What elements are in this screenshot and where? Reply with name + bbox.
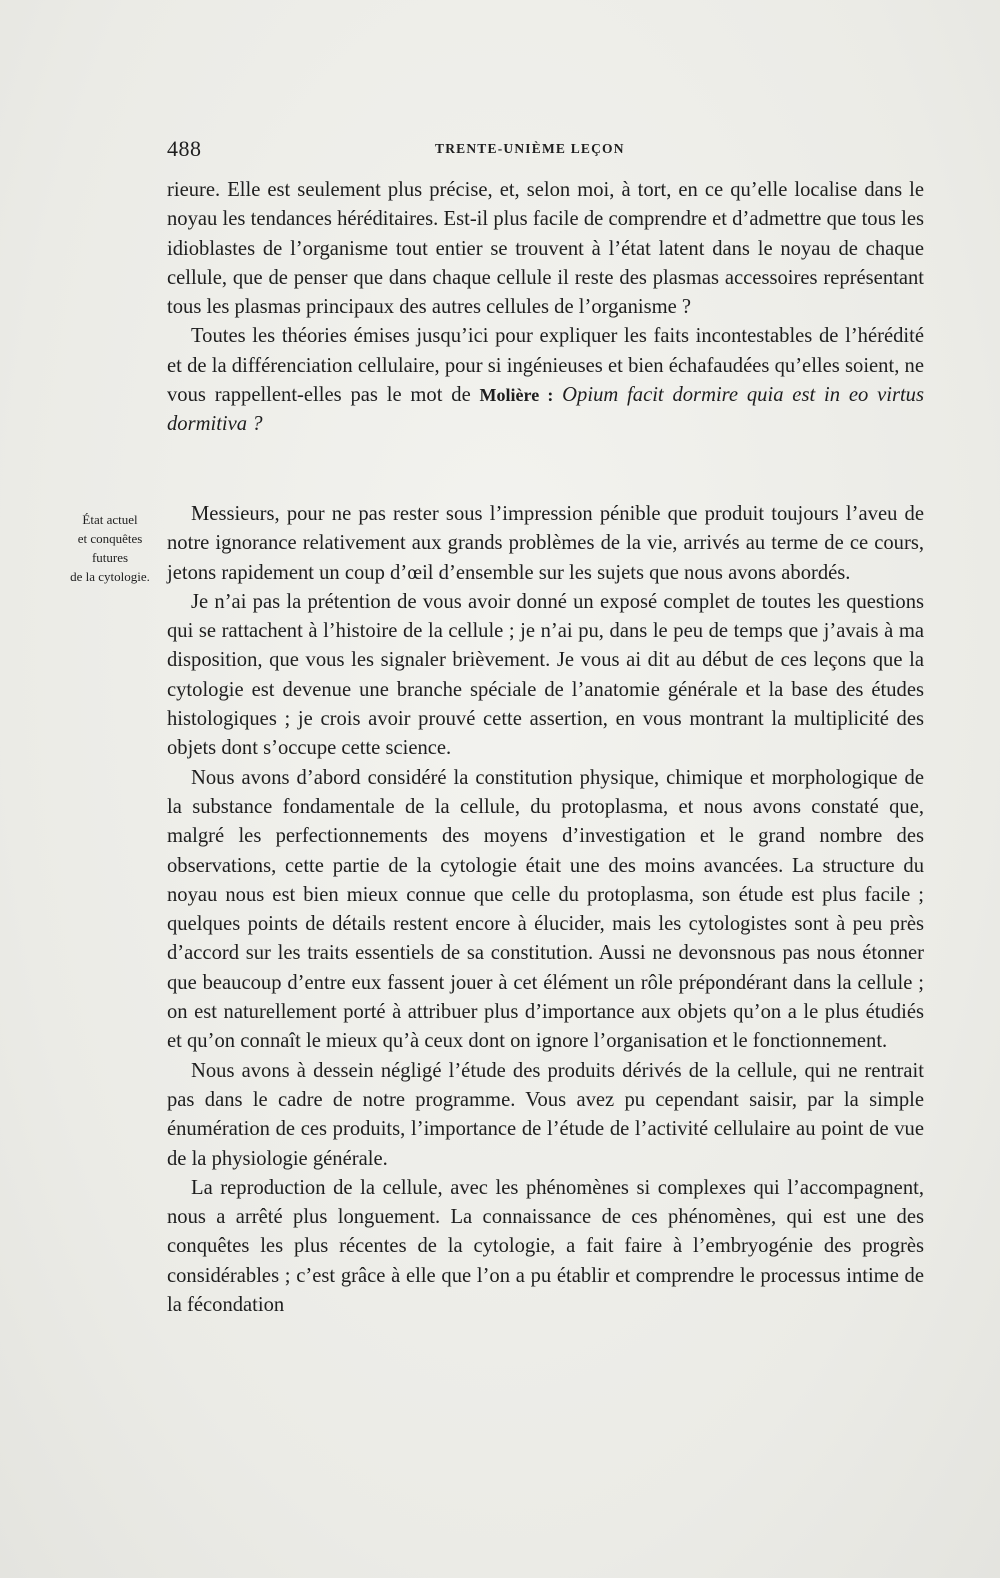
page-header (167, 136, 924, 166)
author-name: Molière : (479, 385, 554, 406)
paragraph-4: Je n’ai pas la prétention de vous avoir donné un exposé complet de toutes les questions qui se rattachent à l’histoire de la cellule ; je n’ai pu, dans le peu de temps que j’avais à ma disposition, que vous les signaler brièvement. Je vous ai dit au début de ces leçons que la cytologie est devenue une branche spéciale de l’anatomie générale et la base des études histologiques ; je crois avoir prouvé cette assertion, en vous montrant la multiplicité des objets dont s’occupe cette science. (167, 590, 924, 760)
text-block-top (167, 176, 924, 440)
paragraph-2-text: Toutes les théories émises jusqu’ici pour expliquer les faits incontestables de l’hérédité et de la différenciation cellulaire, pour si ingénieuses et bien échafaudées qu’elles soient, ne vous rappellent-elles pas le mot de (167, 325, 924, 407)
paragraph-6: Nous avons à dessein négligé l’étude des produits dérivés de la cellule, qui ne rentrait pas dans le cadre de notre programme. Vous avez pu cependant saisir, par la simple énumération de ces produits, l’importance de l’étude de l’activité cellulaire au point de vue de la physiologie générale. (167, 1059, 924, 1170)
margin-note-line-2: et conquêtes (77, 531, 143, 546)
margin-note-line-1: État actuel (82, 512, 138, 527)
margin-note (55, 510, 165, 586)
paragraph-7: La reproduction de la cellule, avec les phénomènes si complexes qui l’accompagnent, nous a arrêté plus longuement. La connaissance de ces phénomènes, qui est une des conquêtes les plus récentes de la cytologie, a fait faire à l’embryogénie des progrès considérables ; c’est grâce à elle que l’on a pu établir et comprendre le processus intime de la fécondation (167, 1176, 924, 1317)
text-block-main (167, 500, 924, 1320)
margin-note-line-4: de la cytologie. (70, 569, 150, 584)
paragraph-3: Messieurs, pour ne pas rester sous l’impression pénible que produit toujours l’aveu de notre ignorance relativement aux grands problèmes de la vie, arrivés au terme de ce cours, jetons rapidement un coup d’œil d’ensemble sur les sujets que nous avons abordés. (167, 503, 924, 584)
margin-note-line-3: futures (91, 550, 129, 565)
latin-quote: Opium facit dormire quia est in eo virtus dormitiva ? (167, 384, 924, 436)
page-number: 488 (167, 136, 202, 161)
paragraph-5: Nous avons d’abord considéré la constitution physique, chimique et morphologique de la substance fondamentale de la cellule, du protoplasma, et nous avons constaté que, malgré les perfectionnements des moyens d’investigation et le grand nombre des observations, cette partie de la cytologie était une des moins avancées. La structure du noyau nous est bien mieux connue que celle du protoplasma, son étude est plus facile ; quelques points de détails restent encore à élucider, mais les cytologistes sont à peu près d’accord sur les traits essentiels de sa constitution. Aussi ne devonsnous pas nous étonner que beaucoup d’entre eux fassent jouer à cet élément un rôle prépondérant dans la cellule ; on est naturellement porté à attribuer plus d’importance aux objets qu’on a le plus étudiés et qu’on connaît le mieux qu’à ceux dont on ignore l’organisation et le fonctionnement. (167, 766, 924, 1053)
running-title: TRENTE-UNIÈME LEÇON (435, 141, 625, 156)
paragraph-1: rieure. Elle est seulement plus précise, et, selon moi, à tort, en ce qu’elle localise dans le noyau les tendances héréditaires. Est-il plus facile de comprendre et d’admettre que tous les idioblastes de l’organisme tout entier se trouvent à l’état latent dans le noyau de chaque cellule, que de penser que dans chaque cellule il reste des plasmas accessoires représentant tous les plasmas principaux des autres cellules de l’organisme ? (167, 179, 924, 319)
paragraph-2 (167, 322, 924, 439)
